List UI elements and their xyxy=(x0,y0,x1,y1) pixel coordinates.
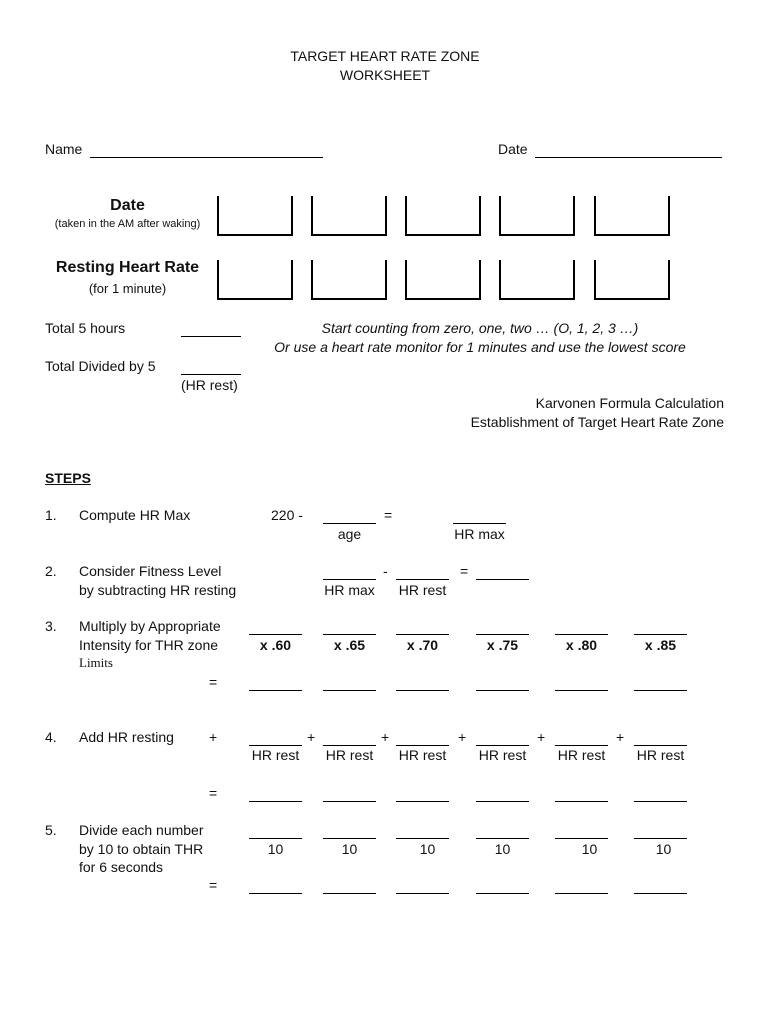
step2-line1: Consider Fitness Level xyxy=(79,563,222,579)
step5-input-4[interactable] xyxy=(476,838,529,839)
name-label: Name xyxy=(45,141,83,157)
step4-label-2: HR rest xyxy=(325,747,374,763)
step2-hrrest-field[interactable] xyxy=(396,579,449,580)
step3-number: 3. xyxy=(45,618,57,634)
step3-result-6[interactable] xyxy=(634,690,687,691)
step5-input-3[interactable] xyxy=(396,838,449,839)
step2-minus: - xyxy=(383,563,388,579)
step2-line2: by subtracting HR resting xyxy=(79,582,237,598)
step5-line3: for 6 seconds xyxy=(79,859,164,875)
step2-hrrest-label: HR rest xyxy=(398,582,447,598)
step5-divisor-4: 10 xyxy=(494,841,511,857)
rhr-row-label: Resting Heart Rate xyxy=(55,259,200,276)
step3-line2: Intensity for THR zone xyxy=(79,637,219,653)
step4-result-6[interactable] xyxy=(634,801,687,802)
step4-equals: = xyxy=(209,785,218,801)
instruction-line-1: Start counting from zero, one, two … (O, 1, 2, 3 …) xyxy=(321,320,639,336)
step4-label-4: HR rest xyxy=(478,747,527,763)
step4-number: 4. xyxy=(45,729,57,745)
karvonen-line-2: Establishment of Target Heart Rate Zone xyxy=(470,414,724,430)
step3-equals: = xyxy=(209,674,218,690)
date-box-5[interactable] xyxy=(594,196,670,236)
step5-line2: by 10 to obtain THR xyxy=(79,841,204,857)
step4-label-5: HR rest xyxy=(557,747,606,763)
step3-factor-5: x .80 xyxy=(565,637,598,653)
step5-divisor-6: 10 xyxy=(655,841,672,857)
step4-input-2[interactable] xyxy=(323,745,376,746)
step3-line1: Multiply by Appropriate xyxy=(79,618,221,634)
step3-input-6[interactable] xyxy=(634,634,687,635)
step2-hrmax-label: HR max xyxy=(324,582,375,598)
step1-hrmax-label: HR max xyxy=(454,526,505,542)
step3-result-5[interactable] xyxy=(555,690,608,691)
step5-result-3[interactable] xyxy=(396,893,449,894)
step3-factor-1: x .60 xyxy=(259,637,292,653)
step4-result-1[interactable] xyxy=(249,801,302,802)
step4-label-6: HR rest xyxy=(636,747,685,763)
step5-input-1[interactable] xyxy=(249,838,302,839)
step2-result-field[interactable] xyxy=(476,579,529,580)
step1-text: Compute HR Max xyxy=(79,507,191,523)
step5-result-6[interactable] xyxy=(634,893,687,894)
step4-input-4[interactable] xyxy=(476,745,529,746)
step4-plus-2: + xyxy=(381,729,390,745)
step1-age-label: age xyxy=(337,526,362,542)
step3-input-1[interactable] xyxy=(249,634,302,635)
step3-factor-6: x .85 xyxy=(644,637,677,653)
step4-plus-5: + xyxy=(616,729,625,745)
step5-divisor-5: 10 xyxy=(581,841,598,857)
step4-input-5[interactable] xyxy=(555,745,608,746)
date-label: Date xyxy=(498,141,528,157)
date-box-3[interactable] xyxy=(405,196,481,236)
total-field[interactable] xyxy=(181,336,241,337)
step5-input-5[interactable] xyxy=(555,838,608,839)
step4-label-1: HR rest xyxy=(251,747,300,763)
step5-result-1[interactable] xyxy=(249,893,302,894)
step2-number: 2. xyxy=(45,563,57,579)
step3-result-1[interactable] xyxy=(249,690,302,691)
rhr-row-sublabel: (for 1 minute) xyxy=(88,281,167,296)
name-field[interactable] xyxy=(90,157,323,158)
step3-input-5[interactable] xyxy=(555,634,608,635)
rhr-box-5[interactable] xyxy=(594,260,670,300)
rhr-box-4[interactable] xyxy=(499,260,575,300)
step1-constant: 220 - xyxy=(271,507,303,523)
step1-hrmax-field[interactable] xyxy=(453,523,506,524)
divided-field[interactable] xyxy=(181,374,241,375)
step4-plus-0: + xyxy=(209,729,218,745)
step5-divisor-1: 10 xyxy=(267,841,284,857)
step1-age-field[interactable] xyxy=(323,523,376,524)
step3-result-4[interactable] xyxy=(476,690,529,691)
step5-input-2[interactable] xyxy=(323,838,376,839)
step5-divisor-3: 10 xyxy=(419,841,436,857)
step3-input-4[interactable] xyxy=(476,634,529,635)
step5-input-6[interactable] xyxy=(634,838,687,839)
rhr-box-2[interactable] xyxy=(311,260,387,300)
step3-input-3[interactable] xyxy=(396,634,449,635)
hr-rest-label: (HR rest) xyxy=(181,377,238,393)
steps-heading: STEPS xyxy=(45,470,91,486)
step5-line1: Divide each number xyxy=(79,822,204,838)
step5-result-4[interactable] xyxy=(476,893,529,894)
rhr-box-1[interactable] xyxy=(217,260,293,300)
date-row-sublabel: (taken in the AM after waking) xyxy=(54,218,201,230)
step1-equals: = xyxy=(384,507,393,523)
step4-input-3[interactable] xyxy=(396,745,449,746)
instruction-line-2: Or use a heart rate monitor for 1 minutes and use the lowest score xyxy=(274,339,686,355)
step3-factor-3: x .70 xyxy=(406,637,439,653)
step3-factor-4: x .75 xyxy=(486,637,519,653)
step3-input-2[interactable] xyxy=(323,634,376,635)
date-box-1[interactable] xyxy=(217,196,293,236)
step4-result-4[interactable] xyxy=(476,801,529,802)
divided-label: Total Divided by 5 xyxy=(45,358,156,374)
step2-hrmax-field[interactable] xyxy=(323,579,376,580)
step4-plus-4: + xyxy=(537,729,546,745)
step4-text: Add HR resting xyxy=(79,729,174,745)
date-field[interactable] xyxy=(535,157,722,158)
step5-equals: = xyxy=(209,877,218,893)
step4-result-5[interactable] xyxy=(555,801,608,802)
step4-plus-3: + xyxy=(458,729,467,745)
date-box-4[interactable] xyxy=(499,196,575,236)
step4-plus-1: + xyxy=(307,729,316,745)
date-box-2[interactable] xyxy=(311,196,387,236)
step1-number: 1. xyxy=(45,507,57,523)
date-row-label: Date xyxy=(110,197,145,214)
step4-result-3[interactable] xyxy=(396,801,449,802)
total-label: Total 5 hours xyxy=(45,320,126,336)
step4-input-1[interactable] xyxy=(249,745,302,746)
step5-result-2[interactable] xyxy=(323,893,376,894)
page-title: TARGET HEART RATE ZONE xyxy=(290,48,480,64)
karvonen-line-1: Karvonen Formula Calculation xyxy=(535,395,724,411)
step2-equals: = xyxy=(460,563,469,579)
step3-result-2[interactable] xyxy=(323,690,376,691)
rhr-box-3[interactable] xyxy=(405,260,481,300)
step4-result-2[interactable] xyxy=(323,801,376,802)
step3-result-3[interactable] xyxy=(396,690,449,691)
page-subtitle: WORKSHEET xyxy=(339,67,431,83)
step4-input-6[interactable] xyxy=(634,745,687,746)
step5-result-5[interactable] xyxy=(555,893,608,894)
step3-line3: Limits xyxy=(79,655,113,670)
step5-divisor-2: 10 xyxy=(341,841,358,857)
step3-factor-2: x .65 xyxy=(333,637,366,653)
step5-number: 5. xyxy=(45,822,57,838)
step4-label-3: HR rest xyxy=(398,747,447,763)
